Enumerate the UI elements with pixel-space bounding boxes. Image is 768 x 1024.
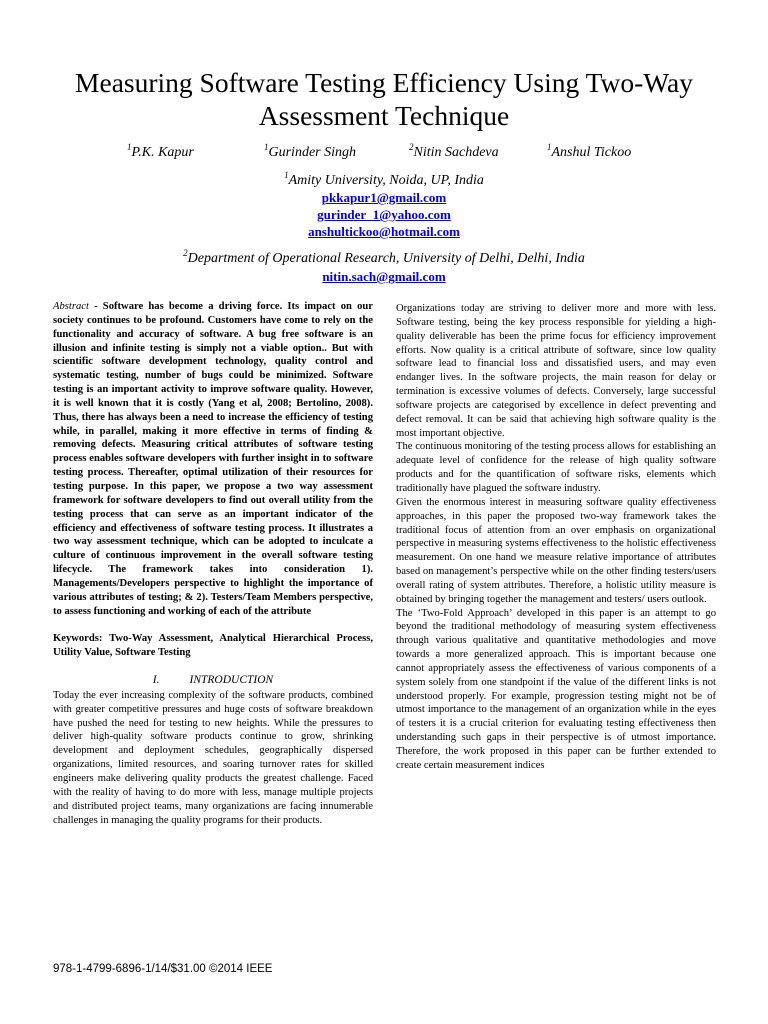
body-paragraph: Given the enormous interest in measuring software quality effectiveness approaches, in this paper the proposed two-way framework takes the traditional focus of attention from an over emphasis on organizational perspective in measuring systems effectiveness to the holistic effectiveness measurement. On one hand we measure relative importance of attributes based on management’s perspective while on the other finding testers/users overall rating of system attributes. Therefore, a holistic utility measure is obtained by bringing together the management and testers/ users outlook. — [396, 496, 716, 605]
section-heading — [53, 674, 373, 688]
author-2 — [264, 142, 356, 161]
author-4-sup: 1 — [547, 142, 552, 152]
abstract-text: - Software has become a driving force. Its impact on our society continues to be profound. Customers have come to rely on the functionality and accuracy of software. A bug free software is an illusion and infinite testing is simply not a viable option.. But with scientific software development technology, quality control and systematic testing, number of bugs could be minimized. Software testing is an important activity to improve software quality. However, it is well known that it is costly (Yang et al, 2008; Bertolino, 2008). Thus, there has always been a need to increase the efficiency of testing while, in parallel, making it more effective in terms of finding & removing defects. Measuring critical attributes of software testing process enables software developers with further insight in to software testing process. Thereafter, optimal utilization of their resources for testing purpose. In this paper, we propose a two way assessment framework for software developers to find out overall utility from the testing process that can serve as an important indicator of the efficiency and effectiveness of software testing process. It illustrates a two way assessment technique, which can be adopted to inculcate a culture of continuous improvement in the overall software testing lifecycle. The framework takes into consideration 1). Managements/Developers perspective to highlight the importance of various attributes of testing; & 2). Testers/Team Members perspective, to assess functioning and working of each of the attribute — [53, 301, 373, 617]
affiliation-1-text: Amity University, Noida, UP, India — [288, 173, 484, 188]
author-2-sup: 1 — [264, 142, 269, 152]
author-3-sup: 2 — [409, 142, 414, 152]
author-1 — [127, 142, 194, 161]
right-column — [396, 302, 716, 773]
author-list — [0, 142, 768, 163]
affiliation-1 — [0, 170, 768, 189]
author-1-sup: 1 — [127, 142, 132, 152]
author-1-name: P.K. Kapur — [131, 145, 194, 160]
left-column — [53, 300, 373, 827]
email-link[interactable]: nitin.sach@gmail.com — [322, 269, 446, 284]
email-link[interactable]: gurinder_1@yahoo.com — [317, 207, 451, 222]
affiliation-2-sup: 2 — [183, 248, 188, 258]
section-number: I. — [152, 674, 160, 687]
section-title: INTRODUCTION — [189, 674, 274, 687]
keywords: Keywords: Two-Way Assessment, Analytical Hierarchical Process, Utility Value, Software Testing — [53, 633, 373, 659]
author-4-name: Anshul Tickoo — [551, 145, 632, 160]
abstract — [53, 300, 373, 618]
author-2-name: Gurinder Singh — [268, 145, 356, 160]
author-3 — [409, 142, 499, 161]
paper-title: Measuring Software Testing Efficiency Using Two-Way Assessment Technique — [75, 67, 693, 131]
affiliation-2 — [0, 248, 768, 267]
author-4 — [547, 142, 632, 161]
email-link[interactable]: pkkapur1@gmail.com — [321, 190, 447, 205]
email-link[interactable]: anshultickoo@hotmail.com — [308, 224, 460, 239]
body-paragraph: Organizations today are striving to deliver more and more with less. Software testing, being the key process responsible for yielding a high-quality deliverable has been the prime focus for efficiency improvement efforts. Now quality is a critical attribute of software, since low quality software lead to financial loss and dissatisfied users, and may even endanger lives. In the software projects, the main reason for delay or termination is excessive volumes of defects. Conversely, large successful software projects are categorised by excellence in defect preventing and defect removal. It can be said that achieving high software quality is the most important objective. — [396, 303, 716, 439]
intro-paragraph: Today the ever increasing complexity of the software products, combined with greater competitive pressures and huge costs of software breakdown have pushed the need for testing to new heights. While the pressures to deliver high-quality software products continue to grow, shrinking development and deployment schedules, geographically dispersed organizations, limited resources, and soaring turnover rates for skilled engineers make delivering quality products the greatest challenge. Faced with the reality of having to do more with less, manage multiple projects and distributed project teams, many organizations are facing innumerable challenges in managing the quality programs for their products. — [53, 689, 373, 826]
author-3-name: Nitin Sachdeva — [413, 145, 499, 160]
affiliation-2-text: Department of Operational Research, University of Delhi, Delhi, India — [187, 251, 585, 266]
abstract-label: Abstract — [53, 301, 89, 312]
body-paragraph: The ‘Two-Fold Approach’ developed in this paper is an attempt to go beyond the traditional methodology of measuring system effectiveness through various qualitative and quantitative methodologies and move towards a more generalized approach. This is important because one cannot appropriately assess the effectiveness of various components of a system solely from one standpoint if the value of the different links is not understood properly. For example, progression testing might not be of utmost importance to the management of an organization while in the eyes of testers it is a crucial criterion for evaluating testing effectiveness then understanding such gaps in their perspective is of utmost importance. Therefore, the work proposed in this paper can be further extended to create certain measurement indices — [396, 607, 716, 771]
affiliation-1-sup: 1 — [284, 170, 289, 180]
body-paragraph: The continuous monitoring of the testing process allows for establishing an adequate level of confidence for the release of high quality software products and for the quantification of software risks, elements which traditionally have plagued the software industry. — [396, 441, 716, 494]
copyright-footer: 978-1-4799-6896-1/14/$31.00 ©2014 IEEE — [53, 963, 273, 975]
